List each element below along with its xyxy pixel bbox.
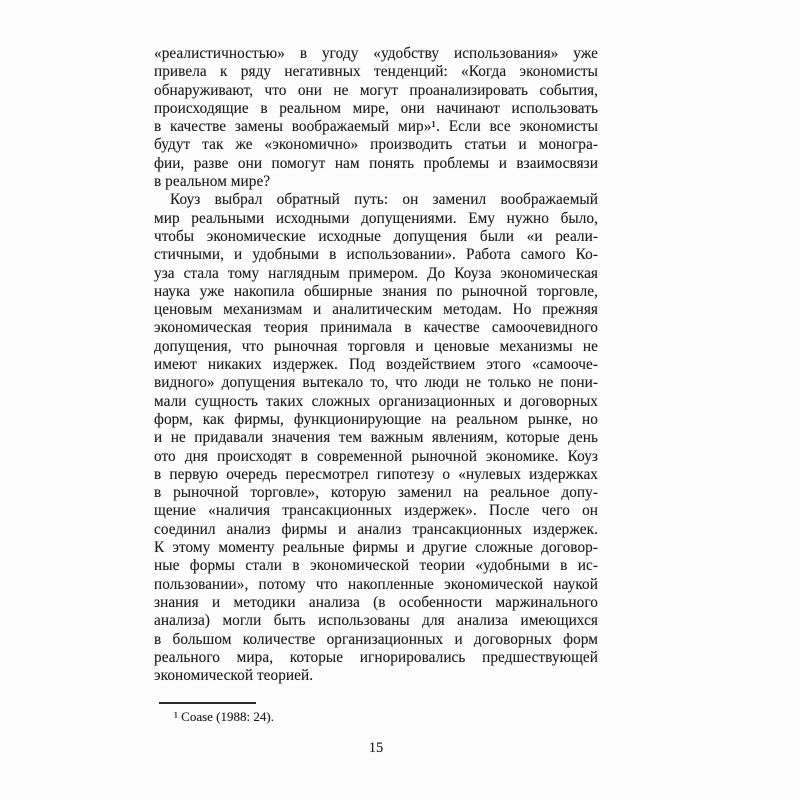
text-line: щение «наличия трансакционных издержек». После чего он	[154, 502, 598, 520]
text-line: чтобы экономические исходные допущения были «и реали-	[154, 227, 598, 245]
text-line: в рыночной торговле», которую заменил на реальное допу-	[154, 484, 598, 502]
text-line: «реалистичностью» в угоду «удобству использования» уже	[154, 45, 598, 62]
paragraph	[154, 191, 598, 685]
paragraph	[154, 45, 598, 191]
text-line: фии, разве они помогут нам понять проблемы и взаимосвязи	[154, 154, 598, 172]
text-line: ото дня происходят в современной рыночной экономике. Коуз	[154, 447, 598, 465]
text-line: ценовым механизмам и аналитическим методам. Но прежняя	[154, 301, 598, 319]
text-line: мали сущность таких сложных организационных и договорных	[154, 392, 598, 410]
text-line: реального мира, которые игнорировались предшествующей	[154, 648, 598, 666]
text-line: имеют никаких издержек. Под воздействием этого «самооче-	[154, 356, 598, 374]
text-line: соединил анализ фирмы и анализ трансакционных издержек.	[154, 520, 598, 538]
text-line: стичными, и удобными в использовании». Работа самого Ко-	[154, 246, 598, 264]
page-number: 15	[368, 740, 384, 756]
text-line: обнаруживают, что они не могут проанализировать события,	[154, 81, 598, 99]
text-line: видного» допущения вытекало то, что люди не только не пони-	[154, 374, 598, 392]
text-line: пользовании», потому что накопленные экономической наукой	[154, 575, 598, 593]
page-text-block	[154, 45, 598, 685]
text-line: знания и методики анализа (в особенности маржинального	[154, 593, 598, 611]
text-line: в реальном мире?	[154, 173, 271, 191]
footnote: ¹ Coase (1988: 24).	[174, 709, 274, 724]
text-line: допущения, что рыночная торговля и ценовые механизмы не	[154, 337, 598, 355]
text-line: форм, как фирмы, функционирующие на реальном рынке, но	[154, 410, 598, 428]
text-line: экономической теорией.	[154, 667, 314, 685]
text-line: уза стала тому наглядным примером. До Коуза экономическая	[154, 264, 598, 282]
text-line: анализа) могли быть использованы для анализа имеющихся	[154, 612, 598, 630]
text-line: привела к ряду негативных тенденций: «Когда экономисты	[154, 63, 598, 81]
text-line: будут так же «экономично» производить статьи и моногра-	[154, 136, 598, 154]
text-line: ные формы стали в экономической теории «удобными в ис-	[154, 557, 598, 575]
text-line: наука уже накопила обширные знания по рыночной торговле,	[154, 282, 598, 300]
body-paragraphs	[154, 45, 598, 685]
text-line: экономическая теория принимала в качестве самоочевидного	[154, 319, 598, 337]
text-line: в большом количестве организационных и договорных форм	[154, 630, 598, 648]
text-line: и не придавали значения тем важным явлениям, которые день	[154, 429, 598, 447]
text-line: мир реальными исходными допущениями. Ему нужно было,	[154, 209, 598, 227]
text-line: происходящие в реальном мире, они начинают использовать	[154, 99, 598, 117]
text-line: Коуз выбрал обратный путь: он заменил воображаемый	[170, 191, 598, 209]
footnote-divider	[159, 702, 256, 704]
text-line: в первую очередь пересмотрел гипотезу о «нулевых издержках	[154, 465, 598, 483]
text-line: в качестве замены воображаемый мир»¹. Если все экономисты	[154, 118, 598, 136]
text-line: К этому моменту реальные фирмы и другие сложные договор-	[154, 539, 598, 557]
